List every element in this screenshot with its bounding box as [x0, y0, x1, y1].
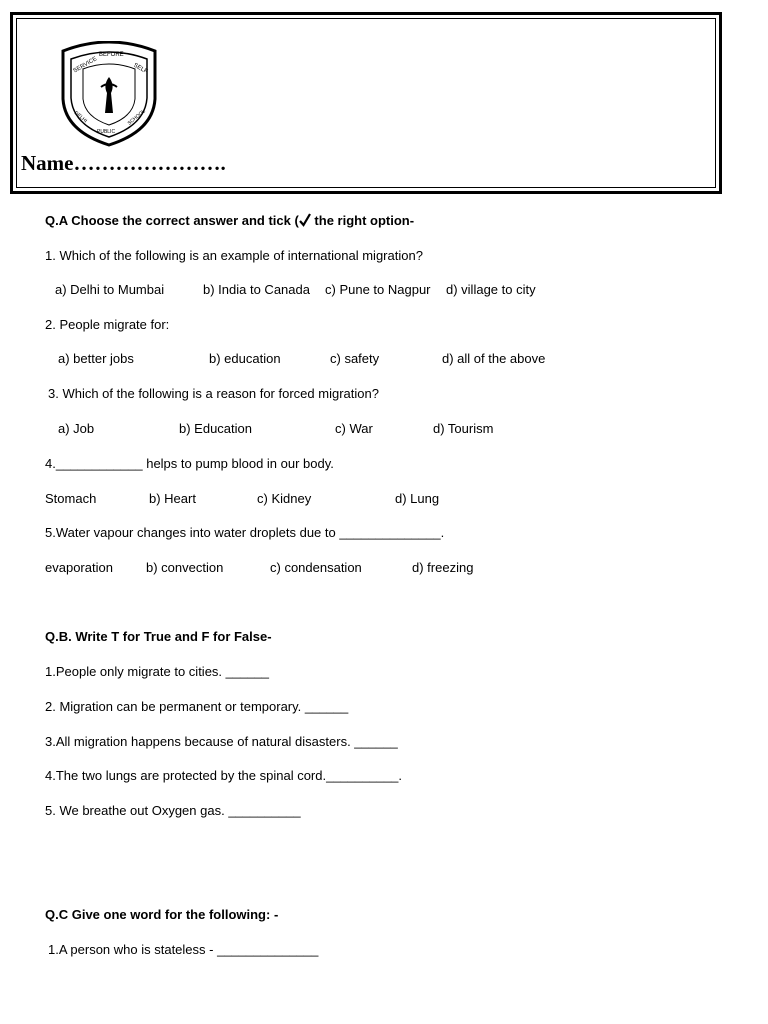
q5-option-b[interactable]: b) convection: [146, 560, 224, 575]
q4-option-c[interactable]: c) Kidney: [257, 491, 312, 506]
q4-option-b[interactable]: b) Heart: [149, 491, 196, 506]
q5-option-d[interactable]: d) freezing: [412, 560, 474, 575]
qb-heading: Q.B. Write T for True and F for False-: [45, 629, 272, 644]
q3-option-a[interactable]: a) Job: [58, 421, 95, 436]
q1-option-b[interactable]: b) India to Canada: [203, 282, 310, 297]
qc-item-1: 1.A person who is stateless - ______________: [48, 942, 319, 957]
logo-text-service: SERVICE: [72, 56, 99, 75]
qa-heading-pre: Q.A Choose the correct answer and tick (: [45, 213, 299, 228]
q2-option-a[interactable]: a) better jobs: [58, 351, 134, 366]
qb-item-2: 2. Migration can be permanent or temporary. ______: [45, 699, 349, 714]
name-field-label: Name………………….: [21, 151, 226, 175]
q2-option-b[interactable]: b) education: [209, 351, 281, 366]
question-4: 4.____________ helps to pump blood in our body.: [45, 456, 334, 471]
question-1: 1. Which of the following is an example of international migration?: [45, 248, 423, 263]
qa-heading-post: the right option-: [310, 213, 415, 228]
logo-text-school: SCHOOL: [126, 108, 147, 127]
q4-option-d[interactable]: d) Lung: [395, 491, 440, 506]
question-2: 2. People migrate for:: [45, 317, 170, 332]
logo-text-public: PUBLIC: [97, 129, 116, 135]
q3-option-d[interactable]: d) Tourism: [433, 421, 494, 436]
q5-option-a[interactable]: evaporation: [45, 560, 113, 575]
question-5: 5.Water vapour changes into water droplets due to ______________.: [45, 525, 445, 540]
q2-option-c[interactable]: c) safety: [330, 351, 380, 366]
q2-option-d[interactable]: d) all of the above: [442, 351, 546, 366]
qb-item-4: 4.The two lungs are protected by the spinal cord.__________.: [45, 768, 403, 783]
school-crest-logo: [53, 41, 165, 147]
checkmark-icon: [299, 213, 311, 227]
qb-item-3: 3.All migration happens because of natural disasters. ______: [45, 734, 398, 749]
qb-item-5: 5. We breathe out Oxygen gas. __________: [45, 803, 301, 818]
logo-text-delhi: DELHI: [72, 110, 89, 125]
logo-text-before: BEFORE: [99, 52, 124, 58]
qa-heading: [45, 213, 414, 229]
header-box: [10, 12, 722, 194]
q1-option-d[interactable]: d) village to city: [446, 282, 536, 297]
q1-option-c[interactable]: c) Pune to Nagpur: [325, 282, 431, 297]
q5-option-c[interactable]: c) condensation: [270, 560, 362, 575]
q3-option-c[interactable]: c) War: [335, 421, 373, 436]
qb-item-1: 1.People only migrate to cities. ______: [45, 664, 270, 679]
logo-text-self: SELF: [132, 62, 149, 76]
q1-option-a[interactable]: a) Delhi to Mumbai: [55, 282, 165, 297]
q3-option-b[interactable]: b) Education: [179, 421, 252, 436]
q4-option-a[interactable]: Stomach: [45, 491, 97, 506]
qc-heading: Q.C Give one word for the following: -: [45, 907, 279, 922]
question-3: 3. Which of the following is a reason for forced migration?: [48, 386, 379, 401]
